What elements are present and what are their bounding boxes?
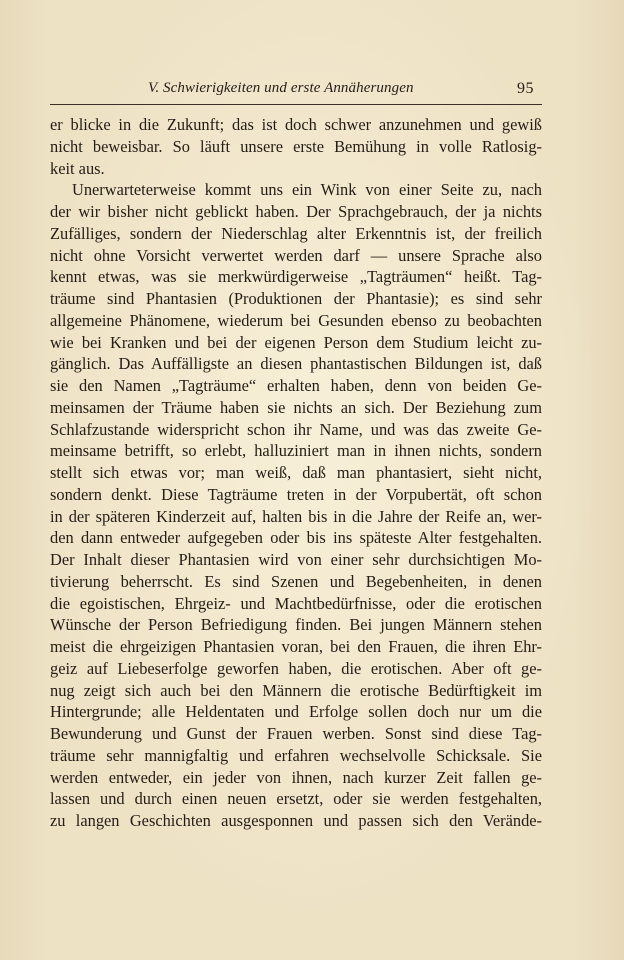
- text-line: Wünsche der Person Befriedigung finden. Bei jungen Männern stehen: [50, 615, 542, 635]
- text-line: Hintergrunde; alle Heldentaten und Erfolge sollen doch nur um die: [50, 702, 542, 722]
- text-line: sondern denkt. Diese Tagträume treten in der Vorpubertät, oft schon: [50, 484, 542, 504]
- text-line: keit aus.: [50, 158, 105, 178]
- text-line: kennt etwas, was sie merkwürdigerweise „Tagträumen“ heißt. Tag-: [50, 267, 542, 287]
- text-line: allgemeine Phänomene, wiederum bei Gesunden ebenso zu beobachten: [50, 310, 542, 330]
- header-rule: [50, 104, 542, 105]
- text-line: gänglich. Das Auffälligste an diesen phantastischen Bildungen ist, daß: [50, 354, 542, 374]
- text-line: Der Inhalt dieser Phantasien wird von einer sehr durchsichtigen Mo-: [50, 550, 542, 569]
- text-line: meinsame betrifft, so erlebt, halluziniert man in ihnen nichts, sondern: [50, 441, 542, 461]
- text-line: Unerwarteterweise kommt uns ein Wink von einer Seite zu, nach: [72, 180, 542, 200]
- text-line: nug zeigt sich auch bei den Männern die erotische Bedürftigkeit im: [50, 680, 542, 700]
- page-header: [0, 80, 624, 100]
- text-line: Bewunderung und Gunst der Frauen werben. Sonst sind diese Tag-: [50, 724, 542, 743]
- text-line: nicht beweisbar. So läuft unsere erste Bemühung in volle Ratlosig-: [50, 136, 542, 156]
- text-line: stellt sich etwas vor; man weiß, daß man phantasiert, sieht nicht,: [50, 463, 542, 482]
- text-line: träume sind Phantasien (Produktionen der Phantasie); es sind sehr: [50, 289, 542, 308]
- text-line: lassen und durch einen neuen ersetzt, oder sie werden festgehalten,: [50, 789, 542, 809]
- text-line: meist die ehrgeizigen Phantasien voran, bei den Frauen, die ihren Ehr-: [50, 637, 542, 656]
- running-title: V. Schwierigkeiten und erste Annäherungen: [148, 80, 414, 96]
- text-line: nicht ohne Vorsicht verwertet werden darf — unsere Sprache also: [50, 245, 542, 265]
- text-line: werden entweder, ein jeder von ihnen, nach kurzer Zeit fallen ge-: [50, 767, 542, 787]
- text-line: der wir bisher nicht geblickt haben. Der Sprachgebrauch, der ja nichts: [50, 202, 542, 221]
- text-line: meinsamen der Träume haben sie nichts an sich. Der Beziehung zum: [50, 397, 542, 417]
- text-line: träume sehr mannigfaltig und erfahren wechselvolle Schicksale. Sie: [50, 745, 542, 765]
- text-line: geiz auf Liebeserfolge geworfen haben, die erotischen. Aber oft ge-: [50, 658, 542, 678]
- text-line: tivierung beherrscht. Es sind Szenen und Begebenheiten, in denen: [50, 571, 542, 591]
- text-line: die egoistischen, Ehrgeiz- und Machtbedürfnisse, oder die erotischen: [50, 593, 542, 613]
- text-line: wie bei Kranken und bei der eigenen Person dem Studium leicht zu-: [50, 332, 542, 352]
- body-text: [50, 114, 542, 832]
- text-line: den dann entweder aufgegeben oder bis ins späteste Alter festgehalten.: [50, 528, 542, 548]
- text-line: zu langen Geschichten ausgesponnen und passen sich den Verände-: [50, 811, 542, 830]
- page-number: 95: [517, 80, 534, 97]
- text-line: sie den Namen „Tagträume“ erhalten haben, denn von beiden Ge-: [50, 376, 542, 395]
- text-line: Zufälliges, sondern der Niederschlag alter Erkenntnis ist, der freilich: [50, 223, 542, 243]
- text-line: Schlafzustande widerspricht schon ihr Name, und was das zweite Ge-: [50, 419, 542, 439]
- text-line: er blicke in die Zukunft; das ist doch schwer anzunehmen und gewiß: [50, 115, 542, 134]
- text-line: in der späteren Kinderzeit auf, halten bis in die Jahre der Reife an, wer-: [50, 506, 542, 526]
